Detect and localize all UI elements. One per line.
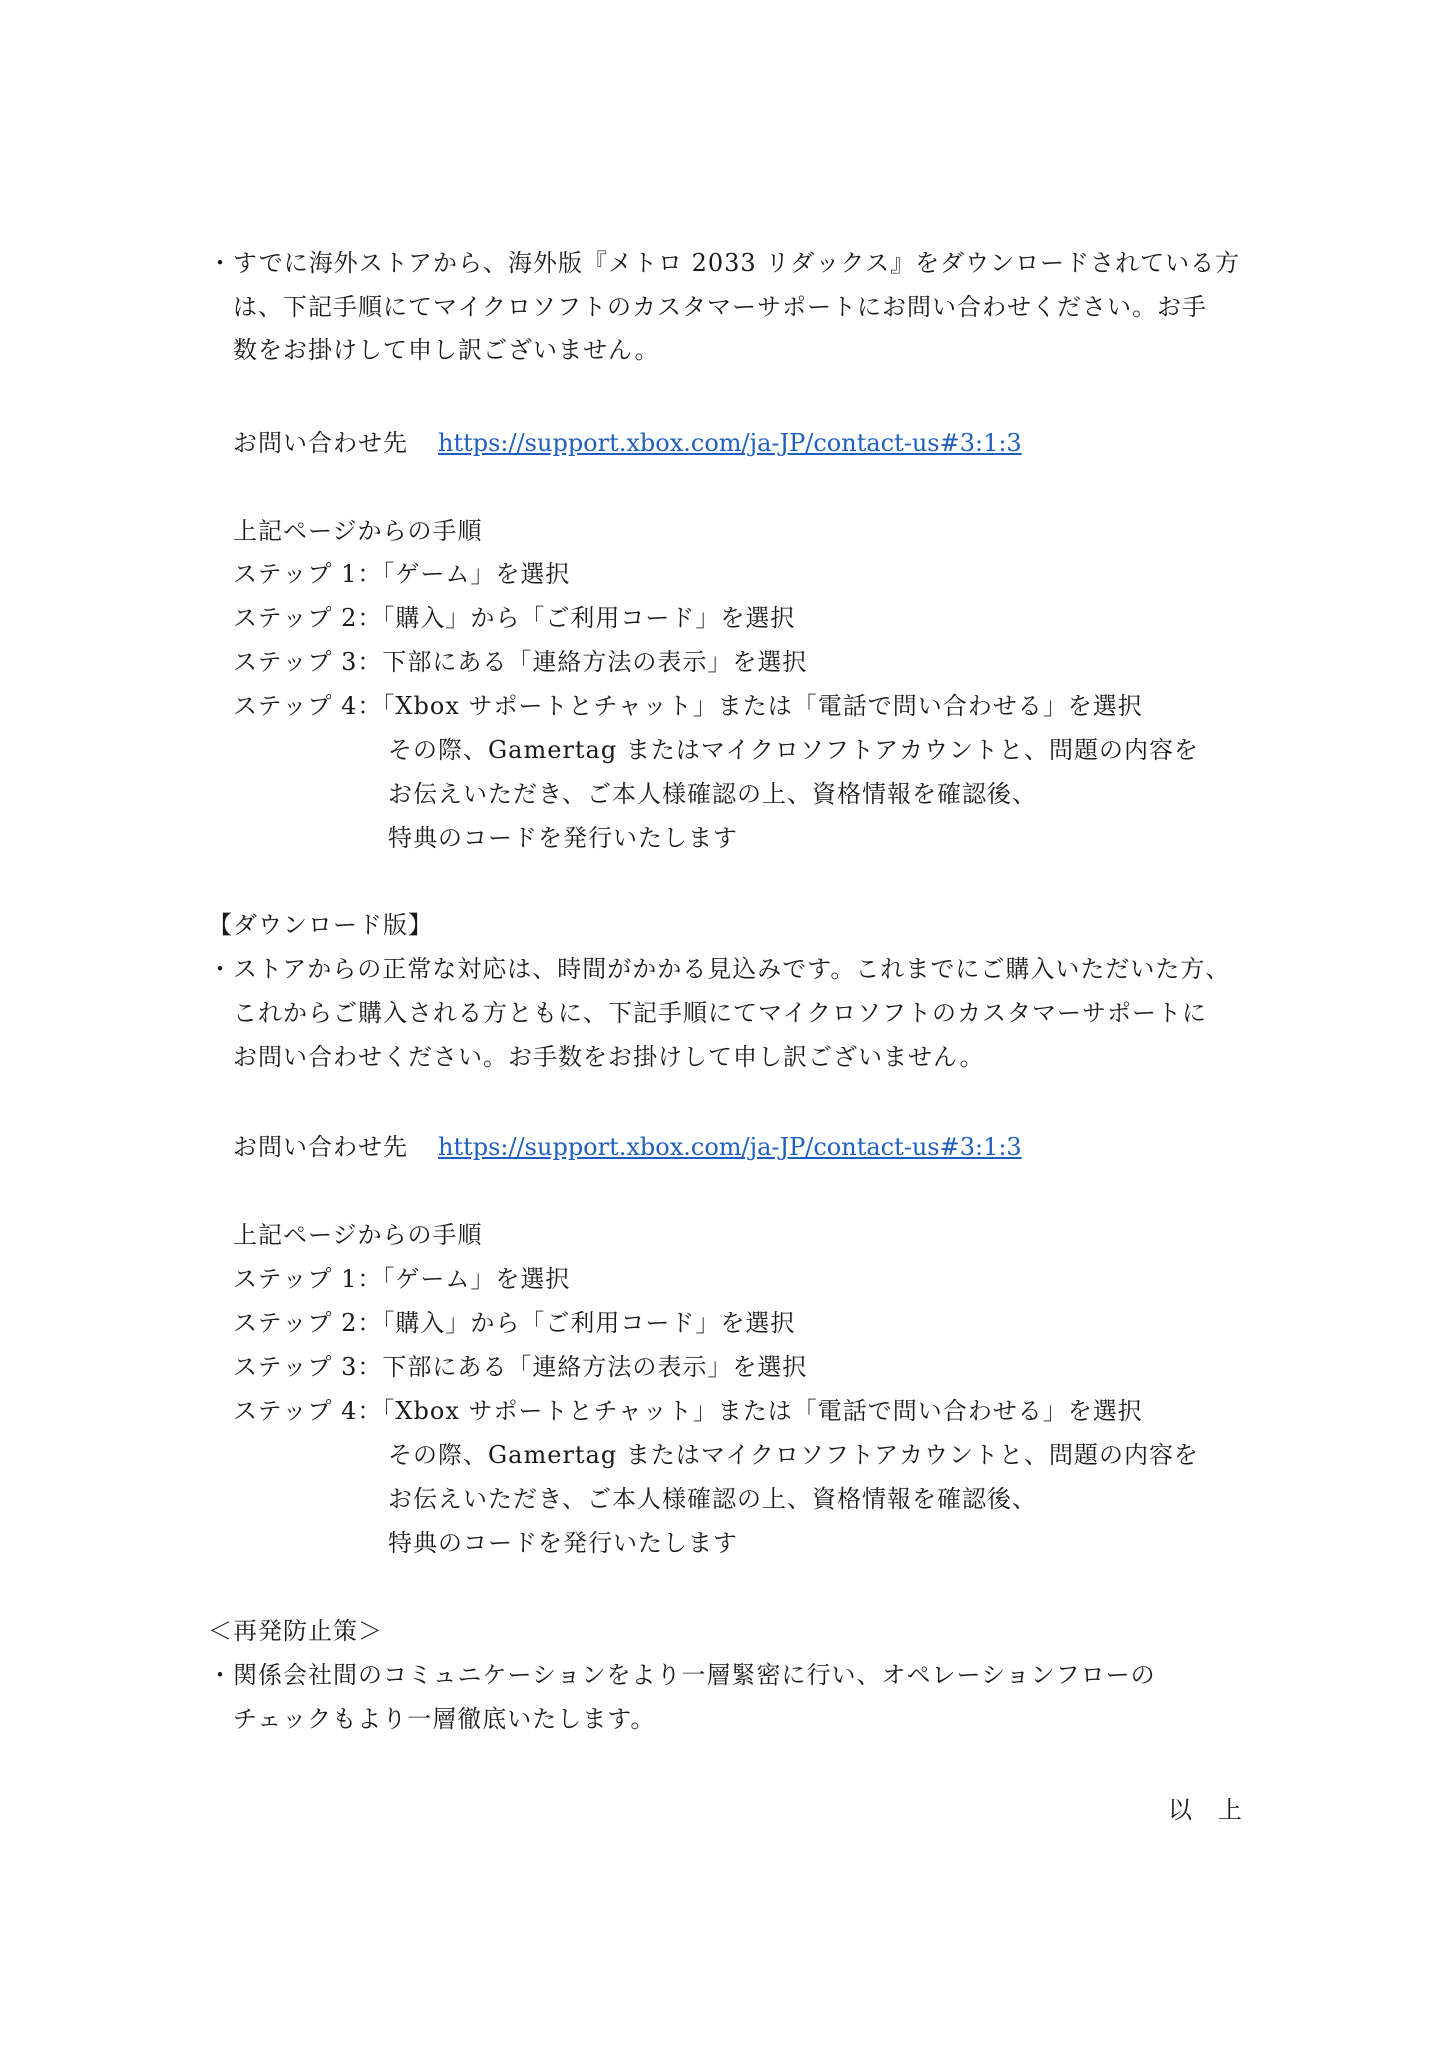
step-1: ステップ 1：「ゲーム」を選択 [233, 560, 571, 588]
intro-line-2: は、下記手順にてマイクロソフトのカスタマーサポートにお問い合わせください。お手 [233, 293, 1208, 321]
step-3: ステップ 3：下部にある「連絡方法の表示」を選択 [233, 1353, 808, 1381]
prevention-heading: ＜再発防止策＞ [208, 1617, 383, 1645]
step-4-detail-1: その際、Gamertag またはマイクロソフトアカウントと、問題の内容を [388, 736, 1199, 764]
support-link[interactable]: https://support.xbox.com/ja-JP/contact-us#3:1:3 [438, 429, 1022, 457]
step-4: ステップ 4：「Xbox サポートとチャット」または「電話で問い合わせる」を選択 [233, 1397, 1143, 1425]
closing-text: 以 上 [1168, 1796, 1243, 1824]
download-heading: 【ダウンロード版】 [208, 911, 433, 939]
step-1: ステップ 1：「ゲーム」を選択 [233, 1265, 571, 1293]
download-line-2: これからご購入される方ともに、下記手順にてマイクロソフトのカスタマーサポートに [233, 999, 1208, 1027]
contact-row-1 [233, 426, 1022, 460]
intro-line-1: ・すでに海外ストアから、海外版『メトロ 2033 リダックス』をダウンロードされている方 [208, 249, 1241, 277]
step-4-detail-3: 特典のコードを発行いたします [388, 1529, 738, 1557]
prevention-line-2: チェックもより一層徹底いたします。 [233, 1705, 656, 1733]
contact-label: お問い合わせ先 [233, 429, 408, 457]
step-3: ステップ 3：下部にある「連絡方法の表示」を選択 [233, 648, 808, 676]
contact-row-2 [233, 1130, 1022, 1164]
intro-line-3: 数をお掛けして申し訳ございません。 [233, 336, 660, 364]
support-link[interactable]: https://support.xbox.com/ja-JP/contact-us#3:1:3 [438, 1133, 1022, 1161]
step-4: ステップ 4：「Xbox サポートとチャット」または「電話で問い合わせる」を選択 [233, 692, 1143, 720]
step-4-detail-1: その際、Gamertag またはマイクロソフトアカウントと、問題の内容を [388, 1441, 1199, 1469]
download-line-3: お問い合わせください。お手数をお掛けして申し訳ございません。 [233, 1043, 985, 1071]
contact-label: お問い合わせ先 [233, 1133, 408, 1161]
steps-heading: 上記ページからの手順 [233, 517, 483, 545]
step-4-detail-2: お伝えいただき、ご本人様確認の上、資格情報を確認後、 [388, 780, 1038, 808]
step-2: ステップ 2：「購入」から「ご利用コード」を選択 [233, 604, 796, 632]
step-4-detail-2: お伝えいただき、ご本人様確認の上、資格情報を確認後、 [388, 1485, 1038, 1513]
steps-heading: 上記ページからの手順 [233, 1221, 483, 1249]
download-line-1: ・ストアからの正常な対応は、時間がかかる見込みです。これまでにご購入いただいた方、 [208, 955, 1231, 983]
prevention-line-1: ・関係会社間のコミュニケーションをより一層緊密に行い、オペレーションフローの [208, 1661, 1156, 1689]
step-2: ステップ 2：「購入」から「ご利用コード」を選択 [233, 1309, 796, 1337]
step-4-detail-3: 特典のコードを発行いたします [388, 824, 738, 852]
